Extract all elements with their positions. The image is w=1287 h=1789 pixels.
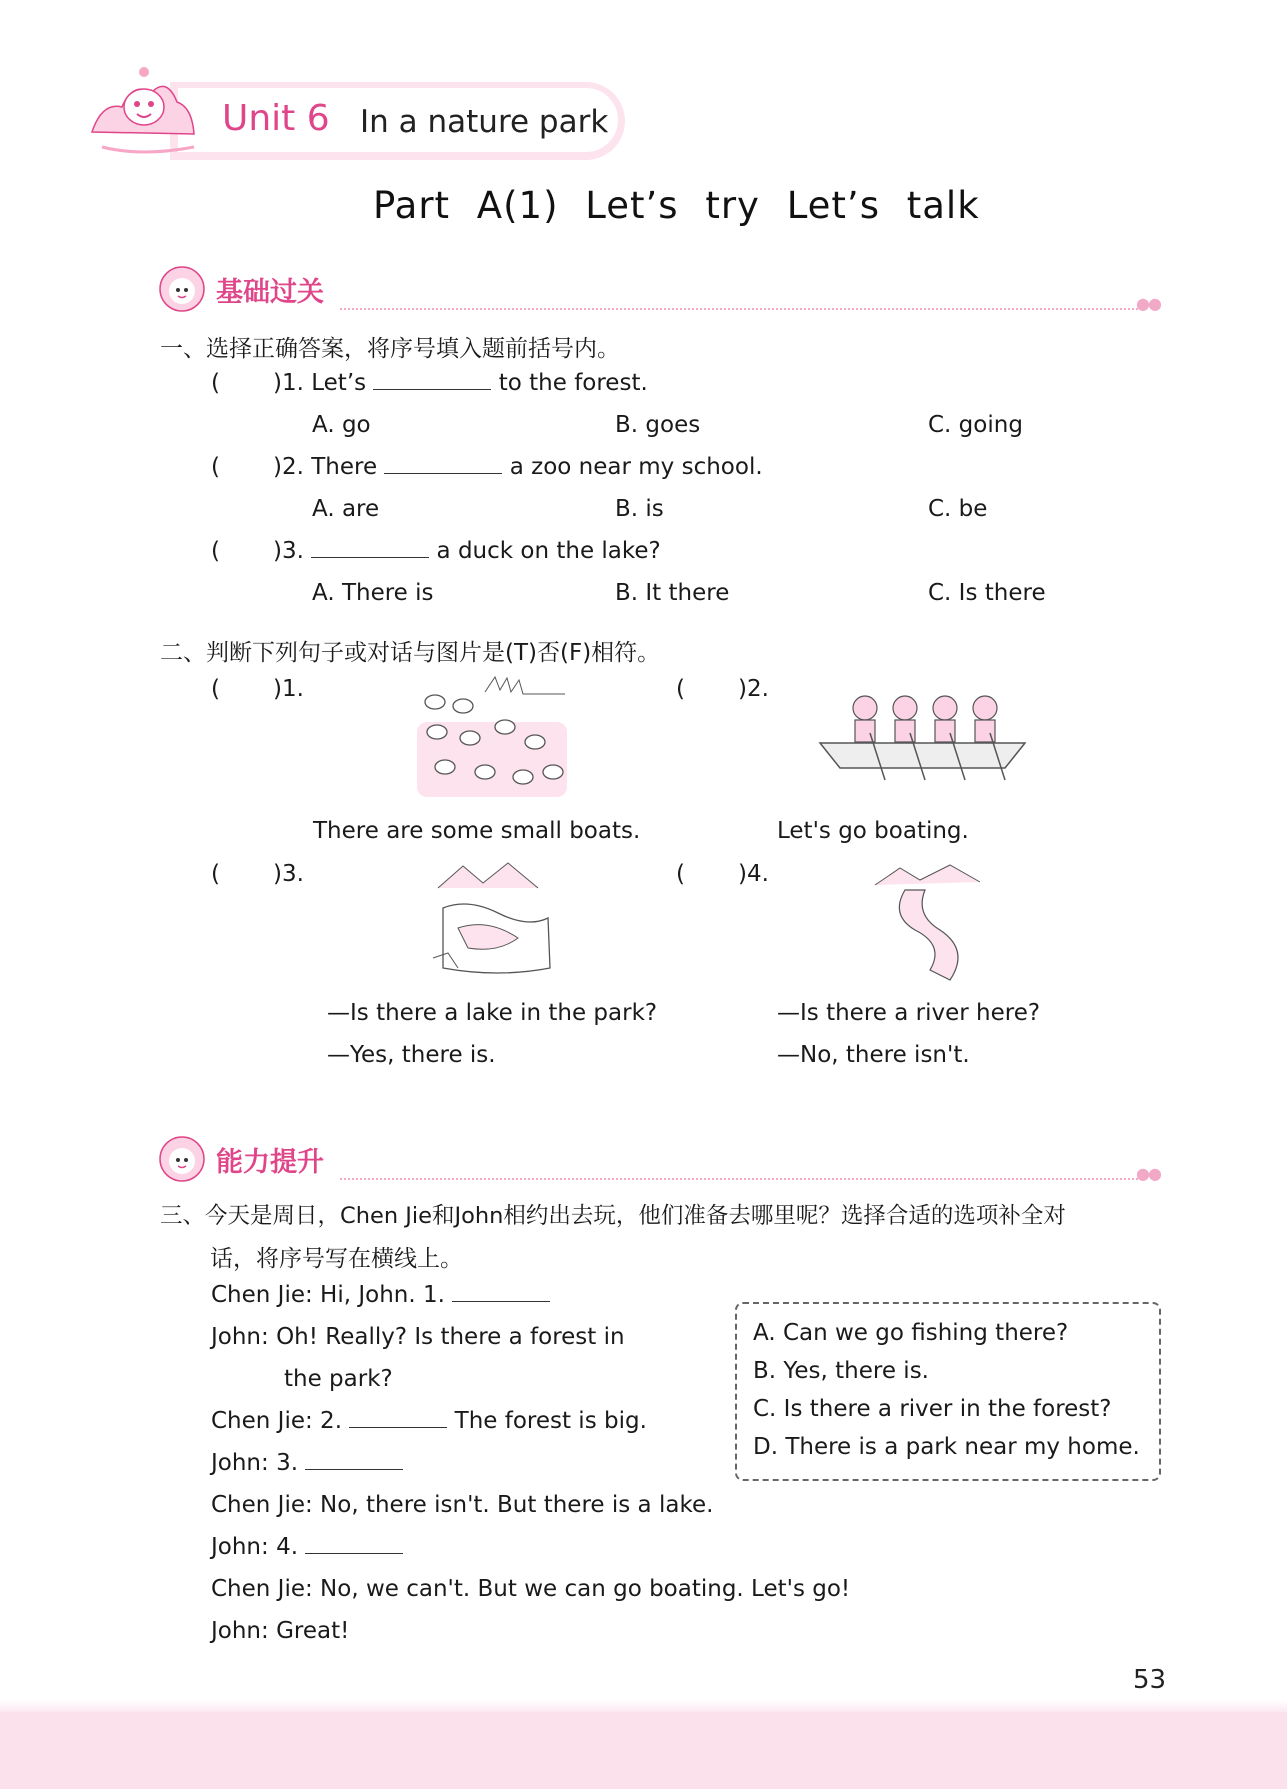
answer-paren[interactable]: ( bbox=[211, 861, 220, 887]
option: D. There is a park near my home. bbox=[753, 1434, 1140, 1460]
dialogue-line bbox=[211, 1408, 647, 1434]
item-number: )1. bbox=[273, 370, 304, 396]
kid-avatar-icon bbox=[158, 1135, 206, 1183]
q2-line: —Is there a lake in the park? bbox=[327, 1000, 658, 1026]
decor-dots-icon: ●● bbox=[1136, 1164, 1160, 1183]
section-advanced-title: 能力提升 bbox=[216, 1147, 324, 1178]
q1-item-1 bbox=[273, 370, 648, 396]
option: C. going bbox=[928, 412, 1023, 438]
option: B. is bbox=[615, 496, 664, 522]
answer-paren[interactable]: ( bbox=[676, 676, 685, 702]
footer-band bbox=[0, 1712, 1287, 1789]
answer-paren[interactable]: ( bbox=[676, 861, 685, 887]
q2-line: There are some small boats. bbox=[313, 818, 641, 844]
item-text: a zoo near my school. bbox=[509, 454, 763, 480]
girl-avatar-icon bbox=[158, 265, 206, 313]
option: B. goes bbox=[615, 412, 701, 438]
item-text: a duck on the lake? bbox=[436, 538, 661, 564]
answer-blank[interactable] bbox=[349, 1426, 447, 1428]
boating-picture-icon bbox=[815, 688, 1030, 788]
answer-paren[interactable]: ( bbox=[211, 538, 220, 564]
ducks-picture-icon bbox=[415, 672, 570, 802]
dialogue-text: John: 3. bbox=[211, 1450, 299, 1476]
lake-park-picture-icon bbox=[428, 858, 560, 983]
q1-instruction: 一、选择正确答案，将序号填入题前括号内。 bbox=[160, 336, 620, 362]
dialogue-line: the park? bbox=[284, 1366, 393, 1392]
q2-line: —No, there isn't. bbox=[777, 1042, 970, 1068]
option: C. be bbox=[928, 496, 988, 522]
item-number: )2. bbox=[273, 454, 304, 480]
dialogue-line: Chen Jie: No, there isn't. But there is a lake. bbox=[211, 1492, 714, 1518]
item-text: Let’s bbox=[311, 370, 367, 396]
option: A. Can we go fishing there? bbox=[753, 1320, 1069, 1346]
option: A. There is bbox=[312, 580, 434, 606]
option: B. Yes, there is. bbox=[753, 1358, 929, 1384]
part-title: Part A(1) Let’s try Let’s talk bbox=[373, 184, 980, 227]
option: C. Is there bbox=[928, 580, 1046, 606]
item-text: to the forest. bbox=[498, 370, 648, 396]
dialogue-line bbox=[211, 1450, 403, 1476]
q3-instruction-cont: 话，将序号写在横线上。 bbox=[210, 1246, 463, 1272]
q2-line: —Is there a river here? bbox=[777, 1000, 1041, 1026]
answer-paren[interactable]: ( bbox=[211, 370, 220, 396]
section-divider bbox=[340, 308, 1138, 310]
answer-blank[interactable] bbox=[373, 388, 491, 390]
dialogue-text: Chen Jie: 2. bbox=[211, 1408, 343, 1434]
item-text: There bbox=[311, 454, 378, 480]
dialogue-line: Chen Jie: No, we can't. But we can go boating. Let's go! bbox=[211, 1576, 851, 1602]
answer-blank[interactable] bbox=[452, 1300, 550, 1302]
dialogue-line bbox=[211, 1534, 403, 1560]
option: C. Is there a river in the forest? bbox=[753, 1396, 1112, 1422]
item-number: )1. bbox=[273, 676, 304, 702]
q2-line: Let's go boating. bbox=[777, 818, 969, 844]
item-number: )3. bbox=[273, 861, 304, 887]
option: B. It there bbox=[615, 580, 730, 606]
unit-title: In a nature park bbox=[360, 104, 609, 140]
mascot-crown-icon bbox=[82, 62, 202, 162]
page-number: 53 bbox=[1133, 1665, 1167, 1695]
option: A. go bbox=[312, 412, 371, 438]
dialogue-line: John: Great! bbox=[211, 1618, 350, 1644]
section-basic-title: 基础过关 bbox=[216, 277, 324, 308]
river-picture-icon bbox=[870, 860, 985, 985]
item-number: )4. bbox=[738, 861, 769, 887]
unit-label: Unit 6 bbox=[222, 98, 330, 139]
q3-instruction: 三、今天是周日，Chen Jie和John相约出去玩，他们准备去哪里呢？选择合适的选项补全对 bbox=[160, 1203, 1066, 1229]
answer-blank[interactable] bbox=[384, 472, 502, 474]
answer-blank[interactable] bbox=[305, 1552, 403, 1554]
item-number: )2. bbox=[738, 676, 769, 702]
answer-blank[interactable] bbox=[305, 1468, 403, 1470]
q2-line: —Yes, there is. bbox=[327, 1042, 496, 1068]
q1-item-3 bbox=[273, 538, 661, 564]
q1-item-2 bbox=[273, 454, 763, 480]
decor-dots-icon: ●● bbox=[1136, 294, 1160, 313]
dialogue-text: John: 4. bbox=[211, 1534, 299, 1560]
answer-paren[interactable]: ( bbox=[211, 454, 220, 480]
answer-blank[interactable] bbox=[311, 556, 429, 558]
section-divider bbox=[340, 1178, 1138, 1180]
dialogue-line bbox=[211, 1282, 550, 1308]
dialogue-text: Chen Jie: Hi, John. 1. bbox=[211, 1282, 445, 1308]
option: A. are bbox=[312, 496, 380, 522]
answer-paren[interactable]: ( bbox=[211, 676, 220, 702]
dialogue-text: The forest is big. bbox=[454, 1408, 647, 1434]
item-number: )3. bbox=[273, 538, 304, 564]
q2-instruction: 二、判断下列句子或对话与图片是(T)否(F)相符。 bbox=[160, 640, 661, 666]
dialogue-line: John: Oh! Really? Is there a forest in bbox=[211, 1324, 625, 1350]
